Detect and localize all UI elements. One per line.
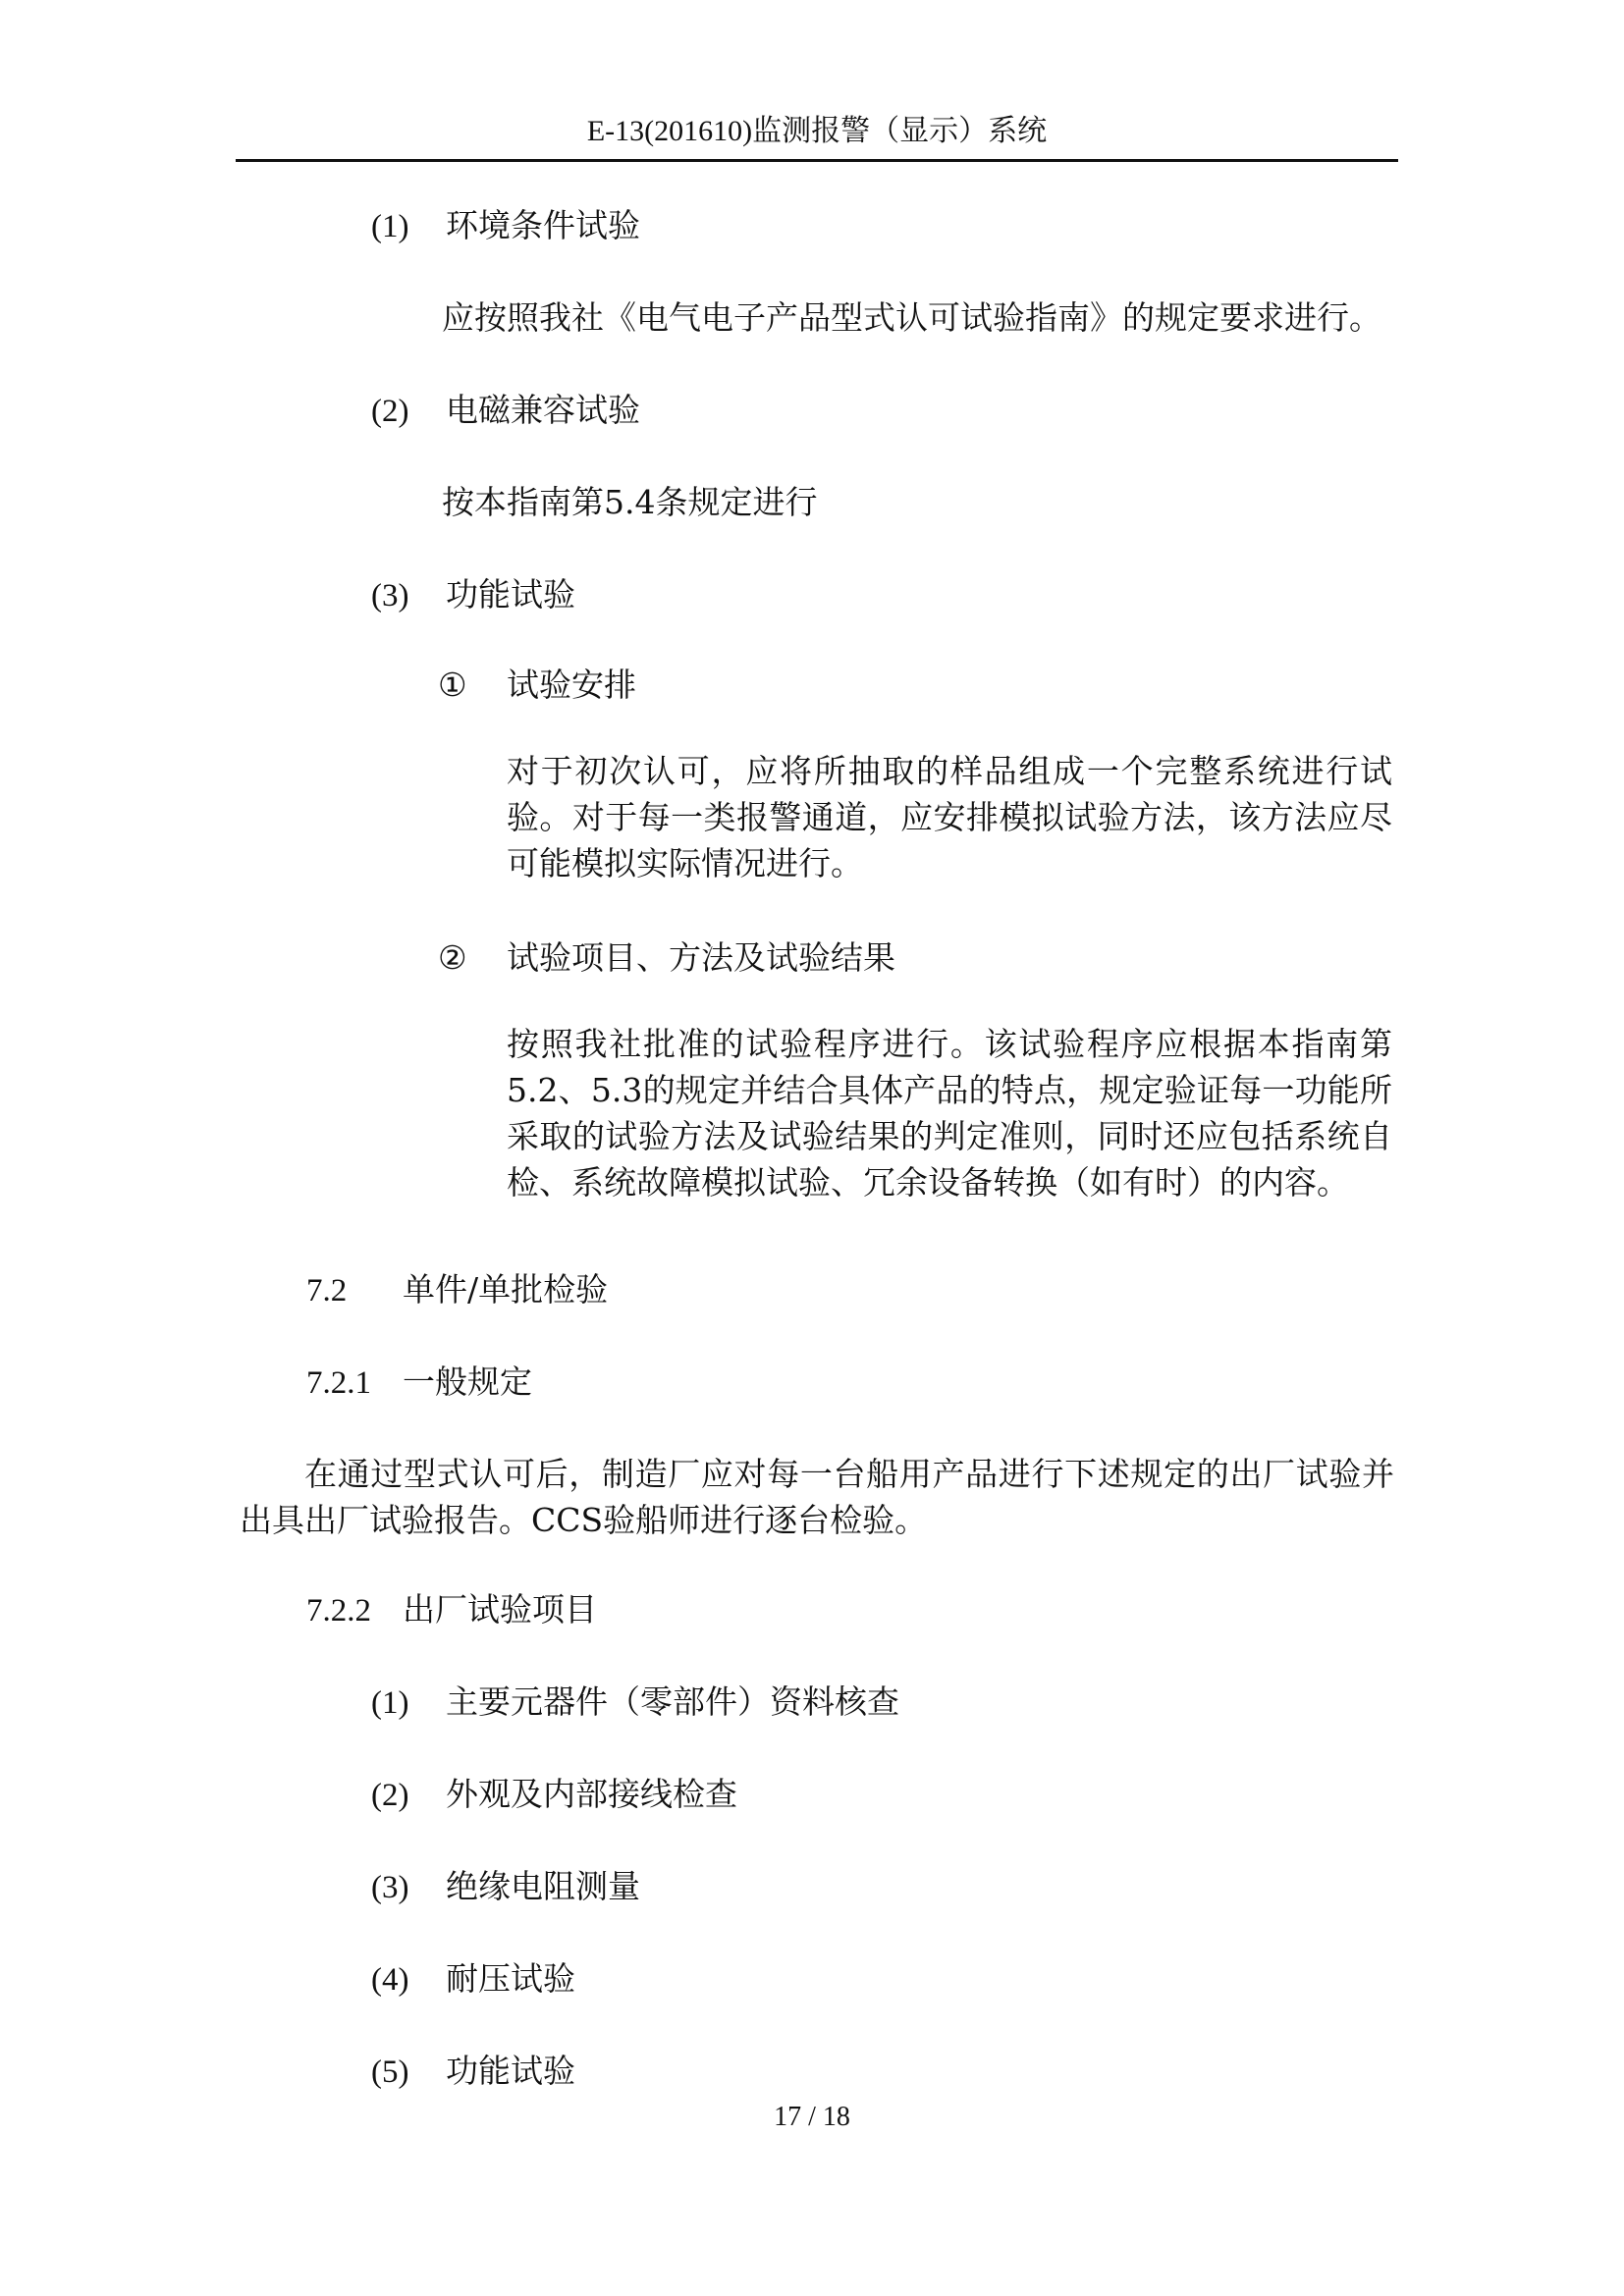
item-2-heading [371, 389, 640, 433]
section-7-2-1-body: 在通过型式认可后，制造厂应对每一台船用产品进行下述规定的出厂试验并出具出厂试验报告。CCS验船师进行逐台检验。 [240, 1455, 1394, 1539]
test-item-2-title: 外观及内部接线检查 [446, 1775, 737, 1813]
section-7-2-2-heading [306, 1588, 597, 1632]
section-7-2-title: 单件/单批检验 [403, 1270, 609, 1308]
test-item-1-number: (1) [371, 1685, 409, 1721]
item-1-number: (1) [371, 209, 409, 244]
test-item-2-number: (2) [371, 1778, 409, 1813]
test-item-5 [371, 2050, 575, 2094]
test-item-4-title: 耐压试验 [446, 1959, 575, 1998]
test-item-5-number: (5) [371, 2055, 409, 2090]
subitem-2-number: ② [438, 941, 467, 977]
test-item-4-number: (4) [371, 1962, 409, 1998]
subitem-1-body: 对于初次认可，应将所抽取的样品组成一个完整系统进行试验。对于每一类报警通道，应安排模拟试验方法，该方法应尽可能模拟实际情况进行。 [507, 752, 1392, 882]
item-3-number: (3) [371, 578, 409, 614]
subitem-1-number: ① [438, 668, 467, 704]
item-2-body: 按本指南第5.4条规定进行 [442, 483, 818, 521]
section-7-2-2-title: 出厂试验项目 [403, 1590, 597, 1629]
test-item-3 [371, 1865, 640, 1909]
page-number: 17 / 18 [774, 2102, 850, 2132]
header-rule [236, 159, 1398, 162]
section-7-2-2-number: 7.2.2 [306, 1593, 371, 1629]
test-item-5-title: 功能试验 [446, 2052, 575, 2090]
subitem-2-title: 试验项目、方法及试验结果 [507, 938, 895, 977]
item-2-title: 电磁兼容试验 [446, 391, 640, 429]
item-3-title: 功能试验 [446, 575, 575, 614]
subitem-2-body: 按照我社批准的试验程序进行。该试验程序应根据本指南第5.2、5.3的规定并结合具体产品的特点，规定验证每一功能所采取的试验方法及试验结果的判定准则，同时还应包括系统自检、系统故障模拟试验、冗余设备转换（如有时）的内容。 [507, 1025, 1392, 1201]
section-7-2-1-heading [306, 1361, 532, 1405]
test-item-4 [371, 1957, 575, 2002]
subitem-1-heading [438, 664, 636, 708]
test-item-1 [371, 1681, 899, 1725]
test-item-3-number: (3) [371, 1870, 409, 1905]
item-1-title: 环境条件试验 [446, 206, 640, 244]
section-7-2-1-number: 7.2.1 [306, 1365, 371, 1401]
item-2-number: (2) [371, 394, 409, 429]
section-7-2-1-title: 一般规定 [403, 1362, 532, 1401]
page-header-title: E-13(201610)监测报警（显示）系统 [586, 115, 1048, 147]
subitem-1-title: 试验安排 [507, 666, 636, 704]
item-3-heading [371, 573, 575, 617]
section-7-2-heading [306, 1268, 608, 1312]
item-1-body: 应按照我社《电气电子产品型式认可试验指南》的规定要求进行。 [442, 298, 1381, 337]
test-item-1-title: 主要元器件（零部件）资料核查 [446, 1682, 899, 1721]
subitem-2-heading [438, 936, 895, 981]
test-item-3-title: 绝缘电阻测量 [446, 1867, 640, 1905]
test-item-2 [371, 1773, 737, 1817]
item-1-heading [371, 204, 640, 248]
section-7-2-number: 7.2 [306, 1273, 348, 1308]
